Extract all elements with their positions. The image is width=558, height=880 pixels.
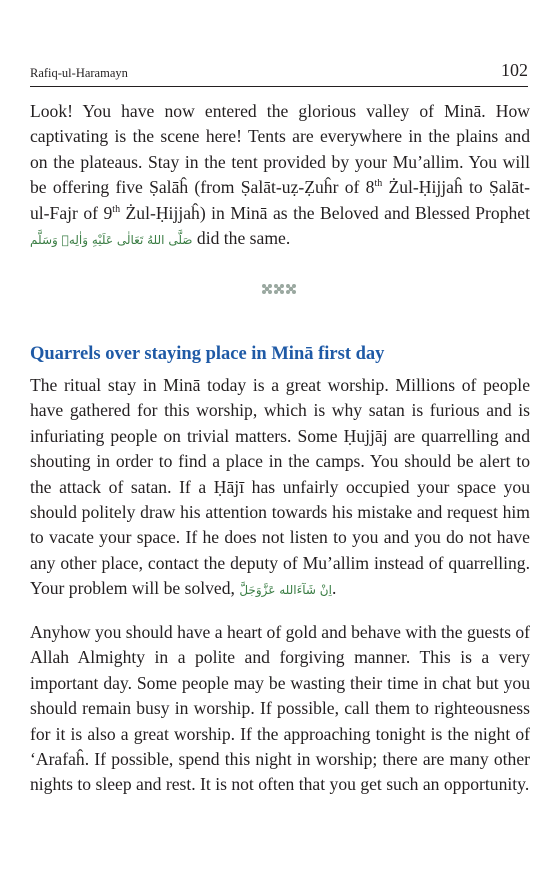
p1-sup-1: th: [374, 178, 383, 190]
running-title: Rafiq-ul-Haramayn: [30, 66, 128, 80]
p1-text-b: Żul-Ḥijjaĥ to Ṣalāt-ul-Fajr of 9: [30, 177, 530, 223]
arabic-salutation: صَلَّى اللهُ تَعَالٰى عَلَيْهِ وَاٰلِهٖ وَسَلَّم: [30, 233, 193, 248]
page-number: 102: [501, 60, 528, 80]
triple-flower-ornament-icon: [261, 283, 297, 295]
p1-text-a: Look! You have now entered the glorious valley of Minā. How captivating is the scene here! Tents are everywhere in the plains and on the plateaus. Stay in the tent provided by your Mu’allim. You will be offering five Ṣalāĥ (from Ṣalāt-uẓ-Ẓuĥr of 8: [30, 101, 530, 198]
p1-text-d: did the same.: [192, 228, 291, 249]
section-heading: Quarrels over staying place in Minā first day: [30, 344, 385, 364]
p2-text-b: .: [331, 578, 337, 599]
section-divider-ornament: [0, 282, 558, 300]
arabic-inshaallah: اِنْ شَآءَالله عَزَّوَجَلَّ: [239, 583, 332, 598]
paragraph-heart-of-gold: Anyhow you should have a heart of gold and behave with the guests of Allah Almighty in a polite and forgiving manner. This is a very important day. Some people may be wasting their time in chat but you should remain busy in worship. If possible, call them to righteousness for it is also a great worship. If the approaching tonight is the night of ‘Arafaĥ. If possible, spend this night in worship; there are many other nights to sleep and rest. It is not often that you get such an opportunity.: [30, 622, 530, 795]
page-header: [30, 58, 528, 84]
header-rule: [30, 86, 528, 87]
p1-text-c: Żul-Ḥijjaĥ) in Minā as the Beloved and Blessed Prophet: [120, 202, 530, 223]
p2-text-a: The ritual stay in Minā today is a great worship. Millions of people have gathered for this worship, which is why satan is furious and is infuriating people on trivial matters. Some Ḥujjāj are quarrelling and shouting in order to find a place in the camps. You should be alert to the attack of satan. If a Ḥājī has unfairly occupied your space you should politely draw his attention towards his mistake and request him to vacate your space. If he does not listen to you and you do not have any other place, contact the deputy of Mu’allim instead of quarrelling. Your problem will be solved,: [30, 375, 530, 599]
p1-sup-2: th: [112, 203, 121, 215]
paragraph-quarrels: [30, 373, 530, 604]
paragraph-mina-valley: [30, 99, 530, 253]
